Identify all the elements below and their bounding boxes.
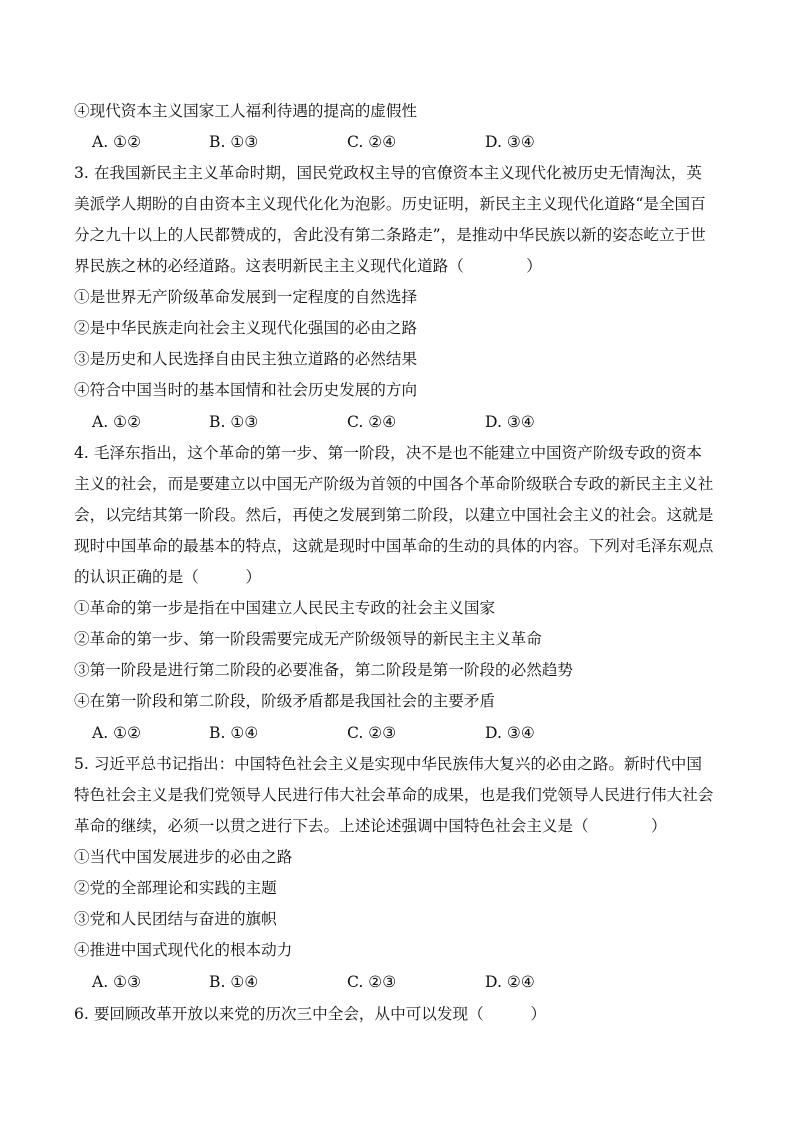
question-4-line-5: 的认识正确的是（ ） — [74, 568, 262, 586]
question-4-line-3: 会，以完结其第一阶段。然后，再使之发展到第二阶段，以建立中国社会主义的社会。这就是 — [74, 506, 714, 524]
choice-c: C. ②③ — [347, 973, 397, 991]
question-3-option-2: ②是中华民族走向社会主义现代化强国的必由之路 — [74, 319, 418, 337]
question-5-option-4: ④推进中国式现代化的根本动力 — [74, 941, 293, 959]
question-3-line-4: 界民族之林的必经道路。这表明新民主主义现代化道路（ ） — [74, 257, 542, 275]
question-5-line-2: 特色社会主义是我们党领导人民进行伟大社会革命的成果，也是我们党领导人民进行伟大社会 — [74, 786, 714, 804]
question-5-option-2: ②党的全部理论和实践的主题 — [74, 879, 277, 897]
choice-c: C. ②④ — [347, 413, 397, 431]
question-5-line-3: 革命的继续，必须一以贯之进行下去。上述论述强调中国特色社会主义是（ ） — [74, 817, 667, 835]
question-3-line-1: 3. 在我国新民主主义革命时期，国民党政权主导的官僚资本主义现代化被历史无情淘汰，英 — [74, 164, 702, 182]
question-3-line-3: 分之九十以上的人民都赞成的，舍此没有第二条路走”，是推动中华民族以新的姿态屹立于世 — [74, 226, 706, 244]
choice-b: B. ①③ — [209, 133, 259, 151]
choice-a: A. ①③ — [92, 973, 142, 991]
question-3-option-1: ①是世界无产阶级革命发展到一定程度的自然选择 — [74, 288, 418, 306]
question-3-option-4: ④符合中国当时的基本国情和社会历史发展的方向 — [74, 381, 418, 399]
choice-b: B. ①③ — [209, 413, 259, 431]
question-4-option-3: ③第一阶段是进行第二阶段的必要准备，第二阶段是第一阶段的必然趋势 — [74, 661, 574, 679]
choice-b: B. ①④ — [209, 724, 259, 742]
question-3-option-3: ③是历史和人民选择自由民主独立道路的必然结果 — [74, 350, 418, 368]
choice-a: A. ①② — [92, 724, 142, 742]
choice-d: D. ②④ — [485, 973, 535, 991]
question-4-option-2: ②革命的第一步、第一阶段需要完成无产阶级领导的新民主主义革命 — [74, 630, 542, 648]
question-4-line-1: 4. 毛泽东指出，这个革命的第一步、第一阶段，决不是也不能建立中国资产阶级专政的资本 — [74, 444, 702, 462]
question-4-line-4: 现时中国革命的最基本的特点，这就是现时中国革命的生动的具体的内容。下列对毛泽东观点 — [74, 537, 714, 555]
question-option-line: ④现代资本主义国家工人福利待遇的提高的虚假性 — [74, 102, 418, 120]
question-6-line-1: 6. 要回顾改革开放以来党的历次三中全会，从中可以发现（ ） — [74, 1005, 547, 1023]
choice-c: C. ②③ — [347, 724, 397, 742]
question-3-line-2: 美派学人期盼的自由资本主义现代化化为泡影。历史证明，新民主主义现代化道路“是全国百 — [74, 195, 706, 213]
question-4-option-4: ④在第一阶段和第二阶段，阶级矛盾都是我国社会的主要矛盾 — [74, 692, 496, 710]
choice-d: D. ③④ — [485, 413, 535, 431]
choice-d: D. ③④ — [485, 724, 535, 742]
question-4-option-1: ①革命的第一步是指在中国建立人民民主专政的社会主义国家 — [74, 599, 496, 617]
choice-a: A. ①② — [92, 413, 142, 431]
choice-c: C. ②④ — [347, 133, 397, 151]
choice-d: D. ③④ — [485, 133, 535, 151]
question-4-line-2: 主义的社会，而是要建立以中国无产阶级为首领的中国各个革命阶级联合专政的新民主主义社 — [74, 475, 714, 493]
choice-b: B. ①④ — [209, 973, 259, 991]
question-5-option-3: ③党和人民团结与奋进的旗帜 — [74, 910, 277, 928]
choice-a: A. ①② — [92, 133, 142, 151]
question-5-line-1: 5. 习近平总书记指出：中国特色社会主义是实现中华民族伟大复兴的必由之路。新时代中国 — [74, 755, 702, 773]
question-5-option-1: ①当代中国发展进步的必由之路 — [74, 848, 293, 866]
